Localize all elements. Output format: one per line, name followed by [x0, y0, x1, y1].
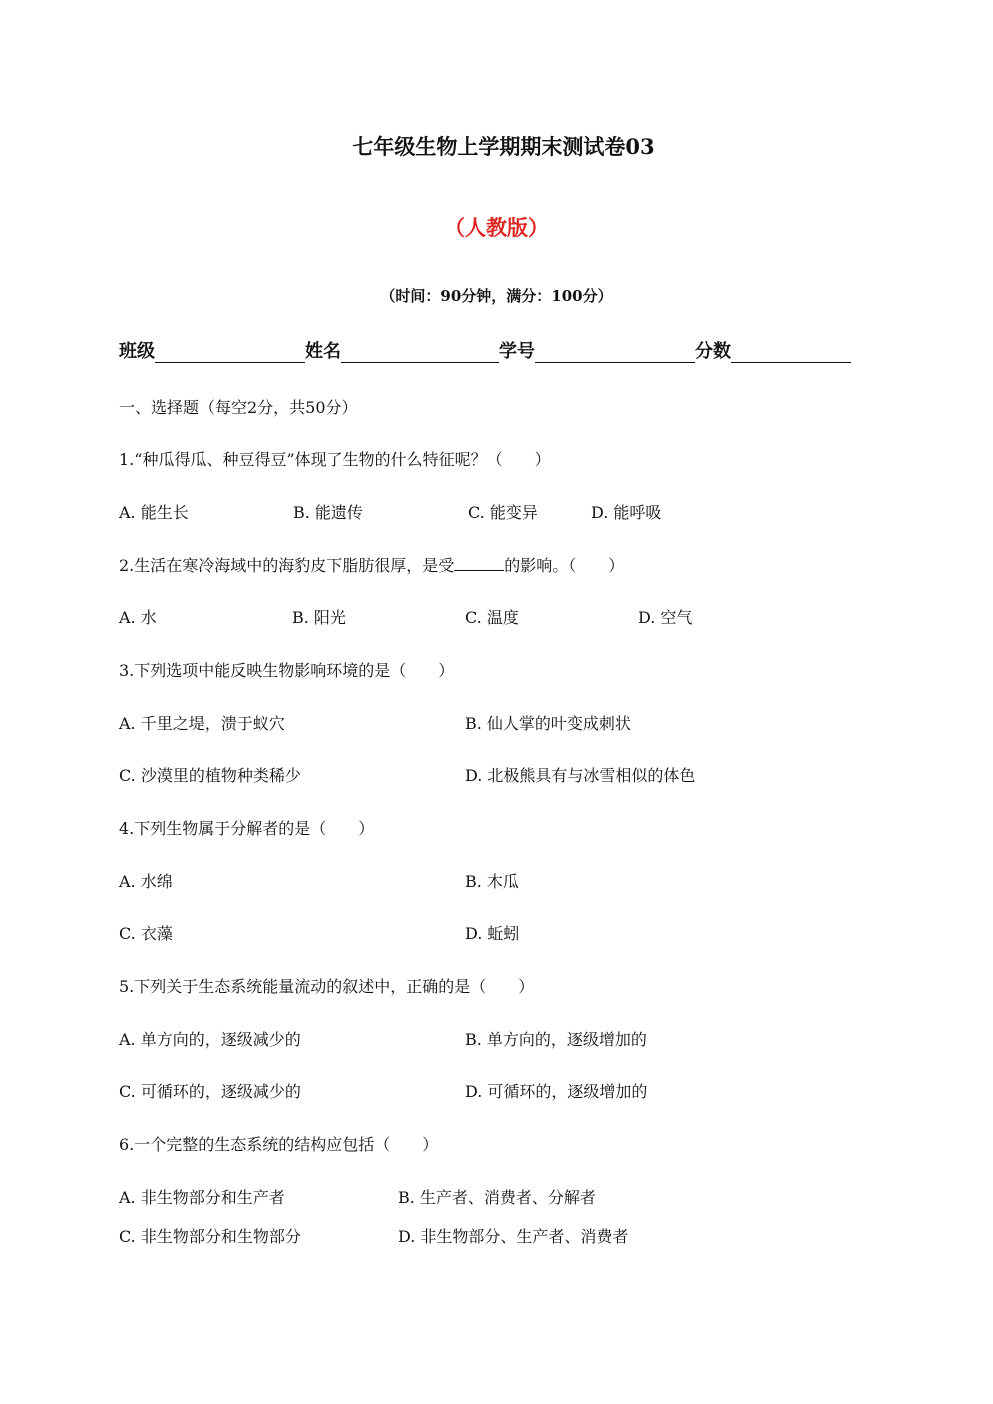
question-3-stem: 3.下列选项中能反映生物影响环境的是（ ） [119, 661, 455, 680]
question-2-option-d[interactable]: D. 空气 [638, 608, 693, 627]
question-5-option-a[interactable]: A. 单方向的，逐级减少的 [119, 1030, 301, 1049]
question-1-option-d[interactable]: D. 能呼吸 [591, 503, 662, 522]
question-5-stem: 5.下列关于生态系统能量流动的叙述中，正确的是（ ） [119, 977, 535, 996]
question-1-option-c[interactable]: C. 能变异 [468, 503, 538, 522]
question-5-option-c[interactable]: C. 可循环的，逐级减少的 [119, 1082, 301, 1101]
question-2-stem [119, 553, 624, 576]
question-4-option-d[interactable]: D. 蚯蚓 [465, 924, 520, 943]
class-label: 班级 [119, 341, 155, 362]
class-blank[interactable] [155, 340, 305, 363]
exam-info: （时间：90分钟，满分：100分） [380, 287, 613, 305]
question-5-option-d[interactable]: D. 可循环的，逐级增加的 [465, 1082, 648, 1101]
name-blank[interactable] [341, 340, 499, 363]
score-label: 分数 [695, 341, 731, 362]
question-4-option-b[interactable]: B. 木瓜 [465, 872, 519, 891]
student-id-blank[interactable] [535, 340, 695, 363]
question-6-option-d[interactable]: D. 非生物部分、生产者、消费者 [398, 1227, 629, 1246]
name-label: 姓名 [305, 341, 341, 362]
question-1-stem: 1.“种瓜得瓜、种豆得豆”体现了生物的什么特征呢？（ ） [119, 450, 551, 469]
question-2-option-a[interactable]: A. 水 [119, 608, 157, 627]
question-6-stem: 6.一个完整的生态系统的结构应包括（ ） [119, 1135, 439, 1154]
score-blank[interactable] [731, 340, 851, 363]
question-2-blank [454, 554, 504, 571]
question-6-option-c[interactable]: C. 非生物部分和生物部分 [119, 1227, 301, 1246]
question-3-option-a[interactable]: A. 千里之堤，溃于蚁穴 [119, 714, 285, 733]
question-4-option-c[interactable]: C. 衣藻 [119, 924, 173, 943]
question-4-stem: 4.下列生物属于分解者的是（ ） [119, 819, 375, 838]
exam-title: 七年级生物上学期期末测试卷03 [352, 134, 655, 159]
student-id-label: 学号 [499, 341, 535, 362]
question-2-option-b[interactable]: B. 阳光 [292, 608, 346, 627]
question-4-option-a[interactable]: A. 水绵 [119, 872, 173, 891]
question-2-option-c[interactable]: C. 温度 [465, 608, 519, 627]
question-1-option-a[interactable]: A. 能生长 [119, 503, 189, 522]
question-1-option-b[interactable]: B. 能遗传 [293, 503, 363, 522]
edition-label: （人教版） [444, 215, 549, 240]
question-5-option-b[interactable]: B. 单方向的，逐级增加的 [465, 1030, 647, 1049]
section-heading: 一、选择题（每空2分，共50分） [119, 398, 358, 417]
question-3-option-b[interactable]: B. 仙人掌的叶变成刺状 [465, 714, 631, 733]
student-info-fields [119, 337, 851, 363]
question-3-option-c[interactable]: C. 沙漠里的植物种类稀少 [119, 766, 301, 785]
question-2-stem-before: 2.生活在寒冷海域中的海豹皮下脂肪很厚，是受 [119, 556, 455, 575]
question-6-option-a[interactable]: A. 非生物部分和生产者 [119, 1188, 285, 1207]
question-2-stem-after: 的影响。（ ） [504, 556, 625, 575]
question-3-option-d[interactable]: D. 北极熊具有与冰雪相似的体色 [465, 766, 696, 785]
question-6-option-b[interactable]: B. 生产者、消费者、分解者 [398, 1188, 596, 1207]
